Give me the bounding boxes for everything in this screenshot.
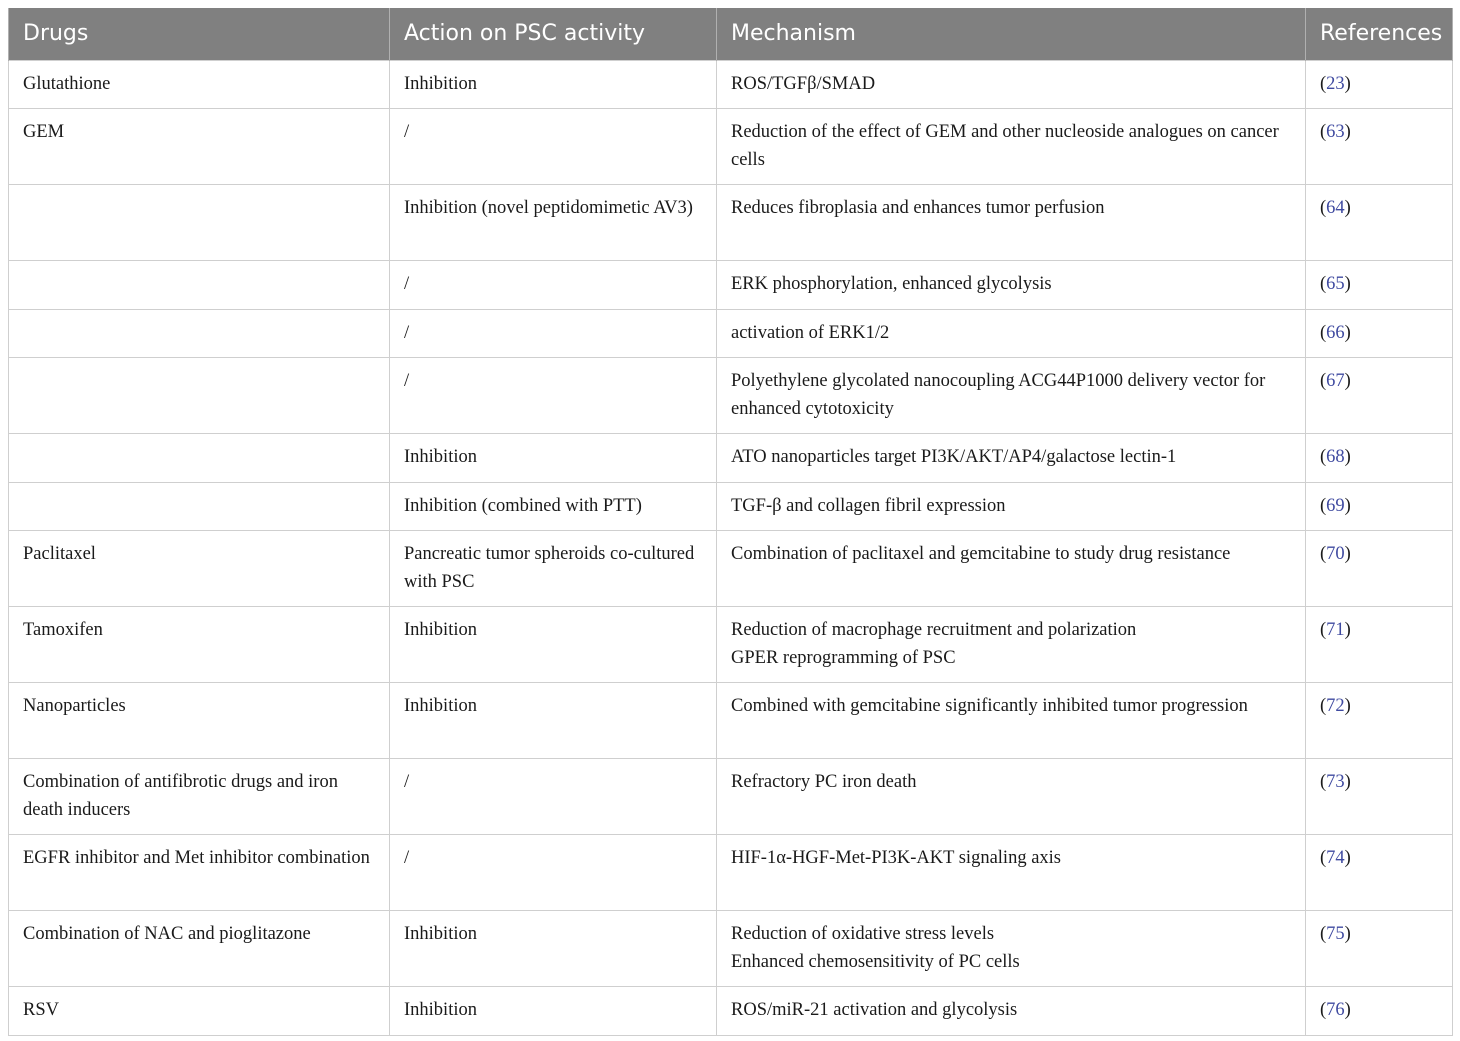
cell-mechanism — [717, 911, 1306, 987]
drug-table — [8, 8, 1453, 1036]
cell-mechanism — [717, 759, 1306, 835]
cell-mechanism — [717, 185, 1306, 261]
table-row — [9, 434, 1453, 483]
cell-drug: RSV — [9, 987, 390, 1036]
header-drugs: Drugs — [9, 8, 390, 60]
header-mechanism: Mechanism — [717, 8, 1306, 60]
header-references: References — [1306, 8, 1453, 60]
cell-drug — [9, 185, 390, 261]
cell-reference: (63) — [1306, 109, 1453, 185]
mechanism-line: Reduction of oxidative stress levels — [731, 924, 995, 944]
cell-reference: (71) — [1306, 607, 1453, 683]
cell-action: / — [390, 109, 717, 185]
mechanism-line: Reduction of the effect of GEM and other nucleoside analogues on cancer cells — [731, 122, 1279, 170]
mechanism-line: HIF-1α-HGF-Met-PI3K-AKT signaling axis — [731, 848, 1061, 868]
table-row — [9, 835, 1453, 911]
cell-mechanism — [717, 482, 1306, 531]
reference-link[interactable]: 66 — [1326, 322, 1345, 343]
cell-reference: (76) — [1306, 987, 1453, 1036]
table-row — [9, 309, 1453, 358]
cell-drug: Combination of NAC and pioglitazone — [9, 911, 390, 987]
cell-mechanism — [717, 531, 1306, 607]
cell-drug: Paclitaxel — [9, 531, 390, 607]
reference-link[interactable]: 71 — [1326, 620, 1345, 640]
cell-reference: (74) — [1306, 835, 1453, 911]
cell-reference: (65) — [1306, 261, 1453, 310]
mechanism-line: Combined with gemcitabine significantly inhibited tumor progression — [731, 696, 1248, 716]
cell-action: Inhibition (combined with PTT) — [390, 482, 717, 531]
cell-mechanism — [717, 109, 1306, 185]
reference-link[interactable]: 69 — [1326, 495, 1345, 516]
table-row — [9, 531, 1453, 607]
reference-link[interactable]: 67 — [1326, 371, 1345, 391]
cell-mechanism — [717, 434, 1306, 483]
cell-reference: (64) — [1306, 185, 1453, 261]
table-row — [9, 607, 1453, 683]
table-row — [9, 185, 1453, 261]
cell-drug: Tamoxifen — [9, 607, 390, 683]
cell-reference: (73) — [1306, 759, 1453, 835]
cell-action: Pancreatic tumor spheroids co-cultured with PSC — [390, 531, 717, 607]
cell-drug: Nanoparticles — [9, 683, 390, 759]
cell-mechanism — [717, 987, 1306, 1036]
cell-reference: (75) — [1306, 911, 1453, 987]
cell-mechanism — [717, 683, 1306, 759]
mechanism-line: Reduces fibroplasia and enhances tumor perfusion — [731, 198, 1105, 218]
cell-reference: (72) — [1306, 683, 1453, 759]
cell-mechanism — [717, 309, 1306, 358]
cell-mechanism — [717, 607, 1306, 683]
table-row — [9, 261, 1453, 310]
cell-action: Inhibition — [390, 683, 717, 759]
mechanism-line: ATO nanoparticles target PI3K/AKT/AP4/galactose lectin-1 — [731, 447, 1177, 467]
cell-reference: (67) — [1306, 358, 1453, 434]
cell-mechanism — [717, 835, 1306, 911]
table-row — [9, 482, 1453, 531]
reference-link[interactable]: 73 — [1326, 772, 1345, 792]
cell-drug — [9, 358, 390, 434]
header-row — [9, 8, 1453, 60]
cell-reference: (23) — [1306, 60, 1453, 109]
cell-drug — [9, 434, 390, 483]
cell-action: Inhibition — [390, 434, 717, 483]
table-row — [9, 759, 1453, 835]
cell-action: Inhibition — [390, 987, 717, 1036]
reference-link[interactable]: 68 — [1326, 447, 1345, 467]
table-row — [9, 911, 1453, 987]
mechanism-line: Refractory PC iron death — [731, 772, 917, 792]
table-body — [9, 60, 1453, 1035]
header-action: Action on PSC activity — [390, 8, 717, 60]
cell-action: Inhibition — [390, 607, 717, 683]
table-row — [9, 109, 1453, 185]
table-row — [9, 358, 1453, 434]
reference-link[interactable]: 76 — [1326, 1000, 1345, 1020]
cell-mechanism — [717, 60, 1306, 109]
cell-drug: Combination of antifibrotic drugs and iron death inducers — [9, 759, 390, 835]
mechanism-line: activation of ERK1/2 — [731, 322, 890, 343]
cell-mechanism — [717, 261, 1306, 310]
reference-link[interactable]: 74 — [1326, 848, 1345, 868]
cell-reference: (70) — [1306, 531, 1453, 607]
mechanism-line: ROS/miR-21 activation and glycolysis — [731, 1000, 1018, 1020]
cell-drug: GEM — [9, 109, 390, 185]
mechanism-line: Polyethylene glycolated nanocoupling ACG44P1000 delivery vector for enhanced cytotoxicity — [731, 371, 1266, 419]
cell-reference: (68) — [1306, 434, 1453, 483]
cell-action: Inhibition — [390, 60, 717, 109]
cell-reference: (66) — [1306, 309, 1453, 358]
table-header — [9, 8, 1453, 60]
cell-action: Inhibition — [390, 911, 717, 987]
table-row — [9, 683, 1453, 759]
cell-drug — [9, 482, 390, 531]
reference-link[interactable]: 72 — [1326, 696, 1345, 716]
reference-link[interactable]: 70 — [1326, 544, 1345, 564]
reference-link[interactable]: 64 — [1326, 198, 1345, 218]
mechanism-line: Enhanced chemosensitivity of PC cells — [731, 951, 1020, 972]
cell-drug — [9, 309, 390, 358]
cell-action: / — [390, 261, 717, 310]
cell-action: / — [390, 358, 717, 434]
mechanism-line: Combination of paclitaxel and gemcitabine to study drug resistance — [731, 544, 1231, 564]
cell-action: Inhibition (novel peptidomimetic AV3) — [390, 185, 717, 261]
table-row — [9, 60, 1453, 109]
reference-link[interactable]: 63 — [1326, 122, 1345, 142]
mechanism-line: GPER reprogramming of PSC — [731, 647, 956, 668]
cell-action: / — [390, 759, 717, 835]
cell-reference: (69) — [1306, 482, 1453, 531]
cell-mechanism — [717, 358, 1306, 434]
mechanism-line: ERK phosphorylation, enhanced glycolysis — [731, 274, 1052, 294]
cell-action: / — [390, 309, 717, 358]
cell-drug: Glutathione — [9, 60, 390, 109]
table-row — [9, 987, 1453, 1036]
cell-drug: EGFR inhibitor and Met inhibitor combination — [9, 835, 390, 911]
cell-action: / — [390, 835, 717, 911]
reference-link[interactable]: 75 — [1326, 924, 1345, 944]
mechanism-line: ROS/TGFβ/SMAD — [731, 73, 876, 94]
cell-drug — [9, 261, 390, 310]
reference-link[interactable]: 65 — [1326, 274, 1345, 294]
mechanism-line: Reduction of macrophage recruitment and polarization — [731, 620, 1137, 640]
reference-link[interactable]: 23 — [1326, 73, 1345, 94]
mechanism-line: TGF-β and collagen fibril expression — [731, 495, 1006, 516]
